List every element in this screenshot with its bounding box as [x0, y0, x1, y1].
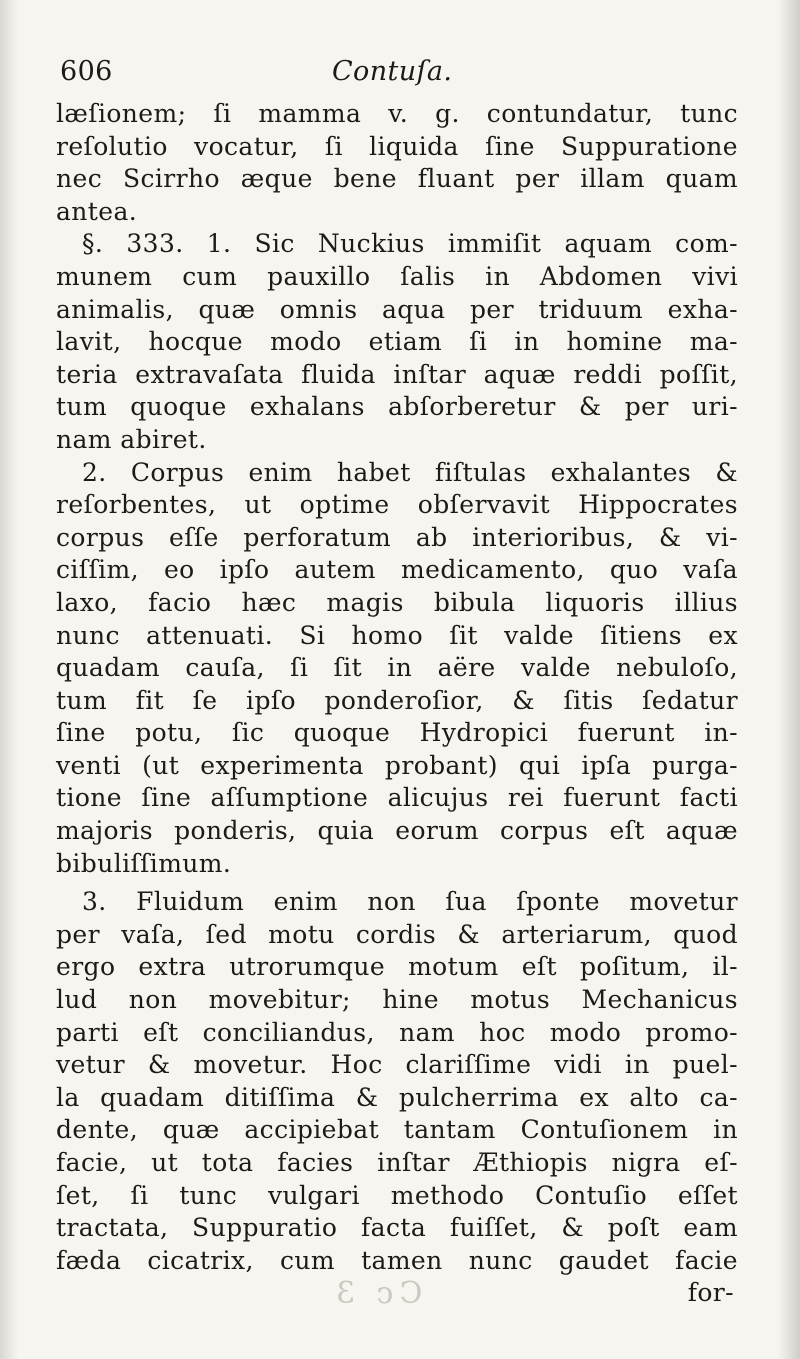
text-line: ſine potu, ſic quoque Hydropici fuerunt in- [56, 718, 738, 748]
text-line: tione ſine aſſumptione alicujus rei fuerunt facti [56, 783, 738, 813]
catchword: for- [687, 1278, 734, 1308]
text-line: lavit, hocque modo etiam ſi in homine ma- [56, 327, 738, 357]
text-line: bibuliſſimum. [56, 848, 232, 878]
text-line: vetur & movetur. Hoc clariſſime vidi in puel- [56, 1050, 738, 1080]
text-line: ciſſim, eo ipſo autem medicamento, quo vaſa [56, 555, 738, 585]
text-line: parti eſt conciliandus, nam hoc modo promo- [56, 1017, 738, 1047]
text-line: munem cum pauxillo ſalis in Abdomen vivi [56, 261, 738, 291]
text-line: reſorbentes, ut optime obſervavit Hippocrates [56, 490, 738, 520]
show-through-signature: Cc 3 [330, 1276, 423, 1311]
text-line: ergo extra utrorumque motum eſt poſitum, il- [56, 952, 738, 982]
running-head [56, 52, 738, 96]
text-line: nam abiret. [56, 424, 207, 454]
text-line: teria extravaſata fluida inſtar aquæ reddi poſſit, [56, 359, 738, 389]
text-line: antea. [56, 196, 138, 226]
text-line: corpus eſſe perforatum ab interioribus, & vi- [56, 522, 738, 552]
gutter-shadow [0, 0, 18, 1359]
text-line: dente, quæ accipiebat tantam Contuſionem in [56, 1115, 738, 1145]
text-line: nunc attenuati. Si homo ſit valde ſitiens ex [56, 620, 738, 650]
text-line: læſionem; ſi mamma v. g. contundatur, tunc [56, 99, 738, 128]
text-line: 3. Fluidum enim non ſua ſponte movetur [82, 887, 738, 917]
text-line: laxo, facio hæc magis bibula liquoris illius [56, 587, 738, 617]
paragraph-section-333 [56, 228, 738, 456]
text-line: animalis, quæ omnis aqua per triduum exha- [56, 294, 738, 324]
paragraph-3 [56, 886, 738, 1277]
running-title: Contuſa. [332, 56, 453, 87]
paragraph-2 [56, 457, 738, 881]
text-line: venti (ut experimenta probant) qui ipſa purga- [56, 750, 738, 780]
text-line: ſet, ſi tunc vulgari methodo Contuſio eſſet [56, 1180, 738, 1210]
text-line: nec Scirrho æque bene fluant per illam quam [56, 164, 738, 194]
text-line: per vaſa, ſed motu cordis & arteriarum, quod [56, 919, 738, 949]
text-line: lud non movebitur; hine motus Mechanicus [56, 985, 738, 1015]
text-line: tum quoque exhalans abſorberetur & per uri- [56, 392, 738, 422]
text-line: majoris ponderis, quia eorum corpus eſt aquæ [56, 816, 738, 846]
text-line: reſolutio vocatur, ſi liquida ſine Suppuratione [56, 131, 738, 161]
text-line: tractata, Suppuratio facta fuiſſet, & poſt eam [56, 1213, 738, 1243]
page-number: 606 [60, 56, 113, 87]
fore-edge-shadow [778, 0, 800, 1359]
text-line: la quadam ditiſſima & pulcherrima ex alto ca- [56, 1082, 738, 1112]
text-line: fæda cicatrix, cum tamen nunc gaudet facie [56, 1245, 738, 1275]
text-block [56, 52, 738, 1310]
text-line: §. 333. 1. Sic Nuckius immiſit aquam com- [82, 229, 738, 259]
text-line: quadam cauſa, ſi ſit in aëre valde nebuloſo, [56, 653, 738, 683]
text-line: facie, ut tota facies inſtar Æthiopis nigra eſ- [56, 1148, 738, 1177]
text-line: tum fit ſe ipſo ponderoſior, & ſitis ſedatur [56, 685, 738, 715]
paragraph-intro [56, 98, 738, 228]
text-line: 2. Corpus enim habet fiſtulas exhalantes & [82, 457, 738, 487]
